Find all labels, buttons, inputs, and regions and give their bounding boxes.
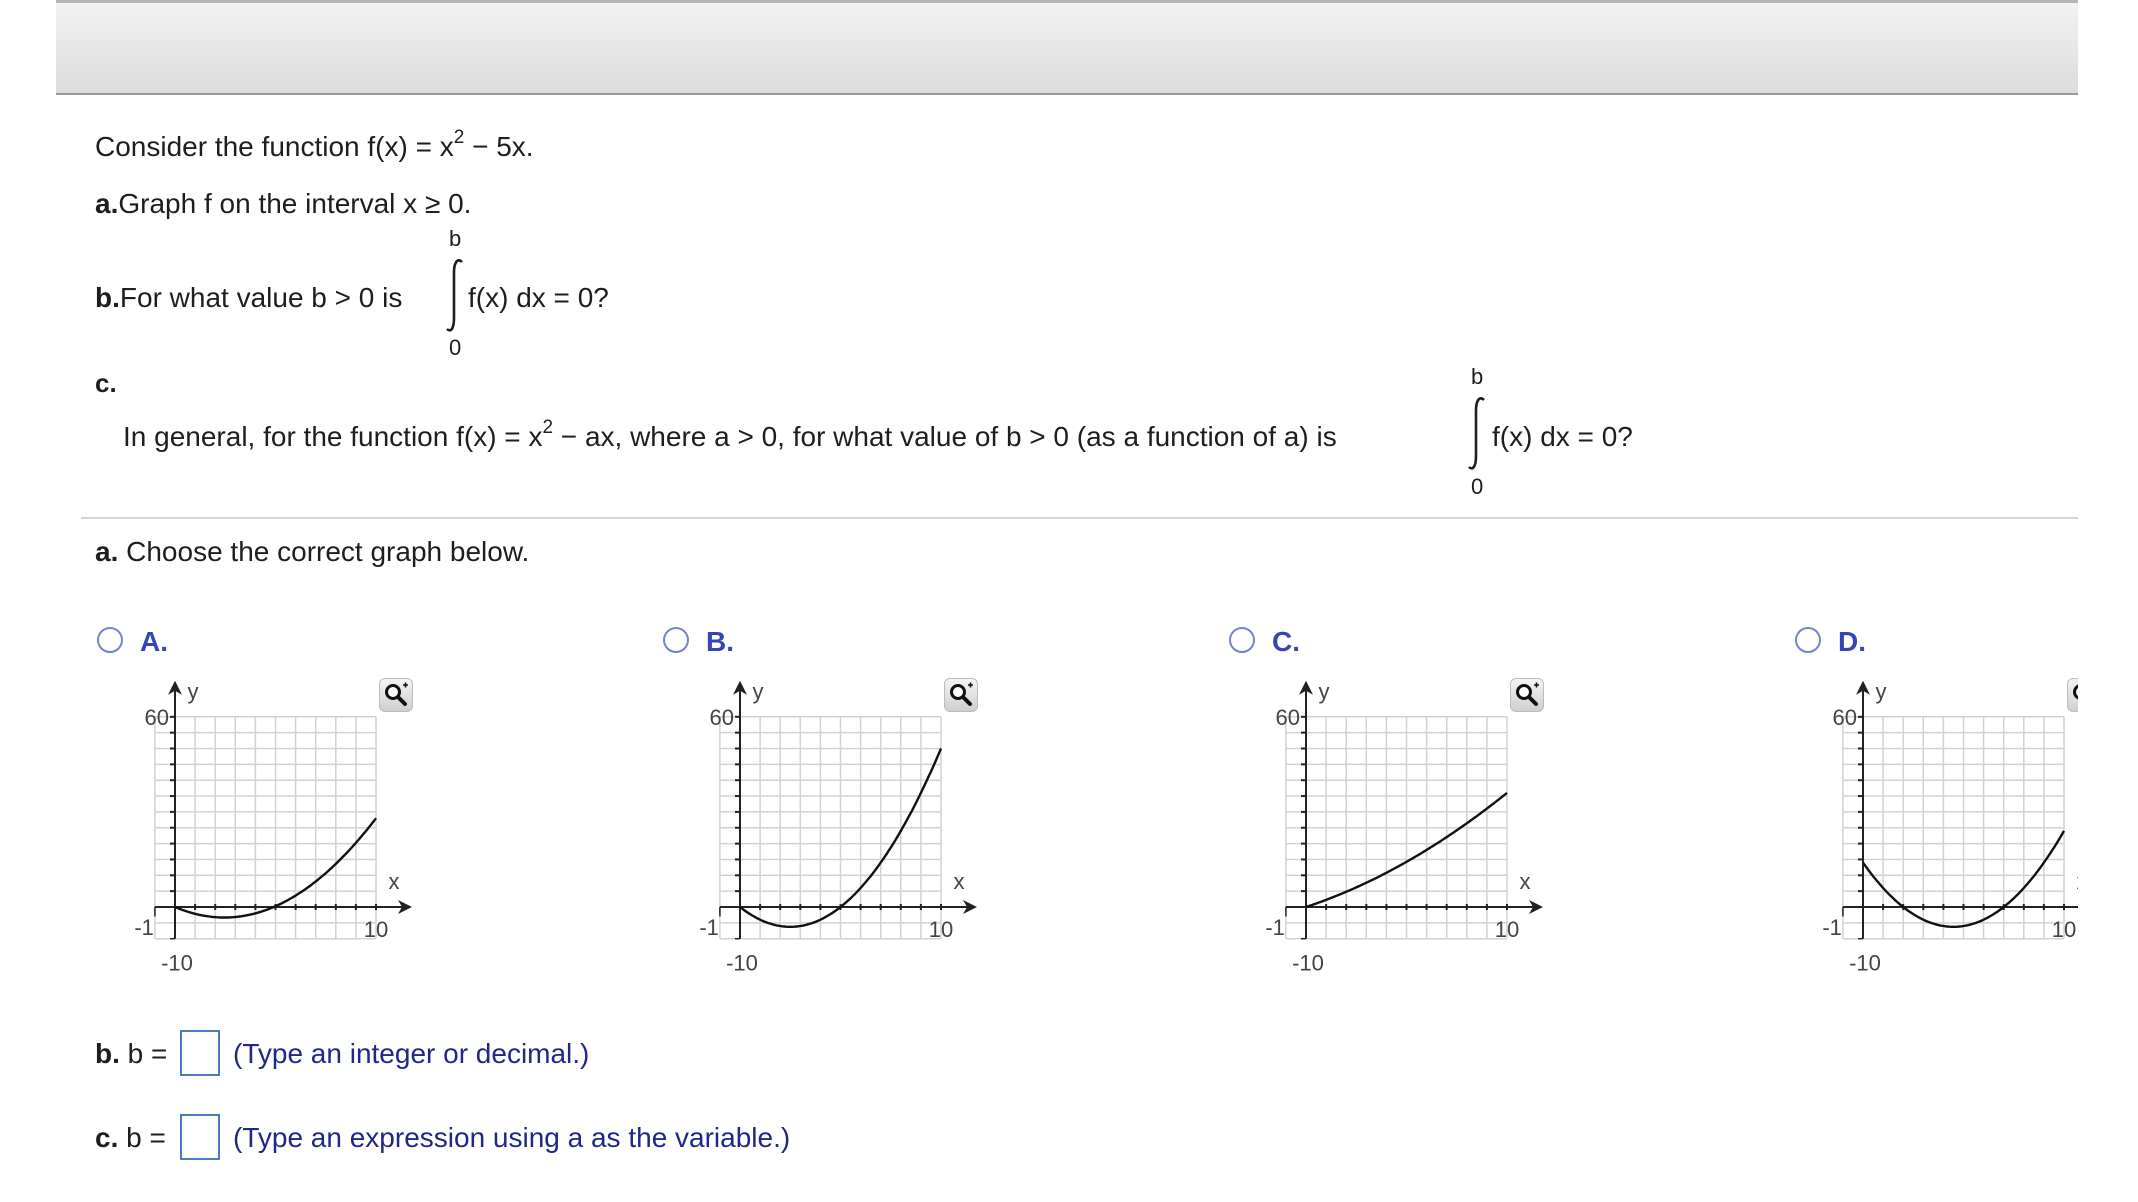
option-c-graph: [1246, 660, 1586, 990]
y-min-label: -10: [1849, 950, 1881, 976]
integral-lower-limit: 0: [449, 335, 462, 360]
x-axis-label: x: [388, 869, 400, 894]
option-a-graph: [115, 660, 455, 990]
part-b-integrand: f(x) dx = 0?: [468, 282, 609, 313]
answer-b-hint: (Type an integer or decimal.): [233, 1038, 590, 1069]
y-max-label: 60: [1275, 704, 1300, 730]
x-max-label: 10: [2051, 917, 2077, 942]
y-axis-label: y: [187, 678, 199, 704]
part-c-statement: In general, for the function $f(x) = x^2$ − ax, where a > 0, for what value of b > 0 (as a function of a) is: [123, 417, 1337, 452]
option-d-graph: [1803, 660, 2088, 990]
y-min-label: -10: [726, 950, 758, 976]
y-max-label: 60: [709, 704, 734, 730]
x-axis-label: x: [1519, 869, 1531, 894]
x-max-label: 10: [928, 917, 954, 942]
magnifier-plus-icon: [945, 679, 977, 711]
question-a-prompt: a. Choose the correct graph below.: [95, 536, 530, 567]
magnifier-plus-icon: [2068, 679, 2078, 711]
answer-c-label: c. b =: [95, 1122, 166, 1153]
x-min-label: -1: [1265, 915, 1285, 940]
option-b-graph: [680, 660, 1020, 990]
part-c-integrand: f(x) dx = 0?: [1492, 421, 1633, 452]
option-a-label[interactable]: A.: [140, 626, 168, 657]
zoom-graph-button[interactable]: [379, 678, 413, 712]
option-b-radio[interactable]: [663, 627, 689, 653]
zoom-graph-button[interactable]: [944, 678, 978, 712]
integral-upper-limit: b: [449, 226, 462, 251]
x-min-label: -1: [134, 915, 154, 940]
y-min-label: -10: [1292, 950, 1324, 976]
y-axis-label: y: [752, 678, 764, 704]
x-min-label: -1: [1822, 915, 1842, 940]
option-d-label[interactable]: D.: [1838, 626, 1866, 657]
integral-upper-limit: b: [1471, 364, 1484, 389]
part-b-statement: b.For what value b > 0 is: [95, 282, 403, 313]
option-d-radio[interactable]: [1795, 627, 1821, 653]
x-axis-label: x: [2076, 869, 2088, 894]
y-axis-label: y: [1318, 678, 1330, 704]
integral-lower-limit: 0: [1471, 474, 1484, 499]
answer-b-input[interactable]: [180, 1030, 220, 1076]
y-max-label: 60: [1832, 704, 1857, 730]
x-min-label: -1: [699, 915, 719, 940]
x-max-label: 10: [1494, 917, 1520, 942]
y-min-label: -10: [161, 950, 193, 976]
magnifier-plus-icon: [380, 679, 412, 711]
part-c-label: c.: [95, 368, 117, 398]
option-c-label[interactable]: C.: [1272, 626, 1300, 657]
answer-c-input[interactable]: [180, 1114, 220, 1160]
part-a-statement: a.Graph f on the interval x ≥ 0.: [95, 188, 472, 219]
zoom-graph-button[interactable]: [2067, 678, 2078, 712]
zoom-graph-button[interactable]: [1510, 678, 1544, 712]
y-max-label: 60: [144, 704, 169, 730]
option-a-radio[interactable]: [97, 627, 123, 653]
answer-b-label: b. b =: [95, 1038, 168, 1069]
problem-intro: Consider the function $f(x) = x^2 - 5x$.: [95, 127, 534, 162]
option-c-radio[interactable]: [1229, 627, 1255, 653]
graph-svg: [1803, 660, 2088, 990]
x-max-label: 10: [363, 917, 389, 942]
x-axis-label: x: [953, 869, 965, 894]
magnifier-plus-icon: [1511, 679, 1543, 711]
answer-c-hint: (Type an expression using a as the variable.): [233, 1122, 791, 1153]
option-b-label[interactable]: B.: [706, 626, 734, 657]
y-axis-label: y: [1875, 678, 1887, 704]
